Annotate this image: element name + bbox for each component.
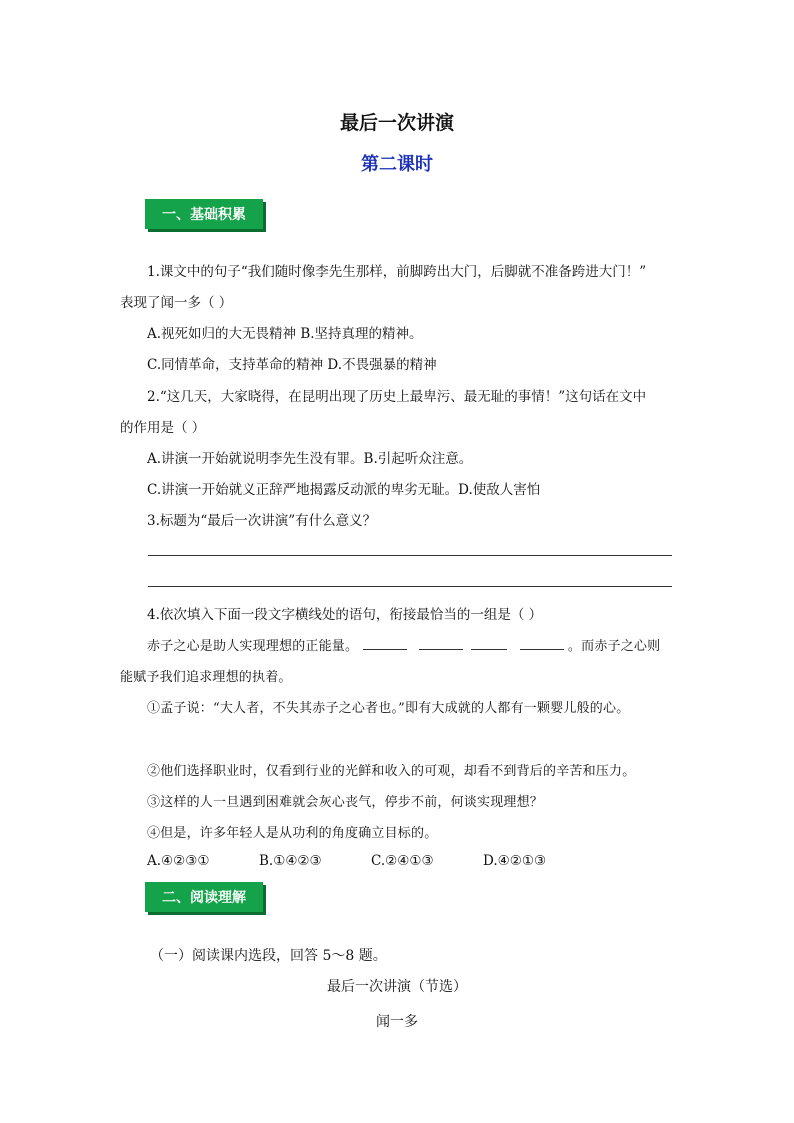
passage-text: 赤子之心是助人实现理想的正能量。 (147, 639, 359, 654)
question-2-line-1: 2.“这几天，大家晓得，在昆明出现了历史上最卑污、最无耻的事情！”这句话在文中 (147, 389, 647, 405)
question-4: 4.依次填入下面一段文字横线处的语句，衔接最恰当的一组是（ ） (147, 607, 543, 623)
reading-title: 最后一次讲演（节选） (327, 979, 467, 995)
section-heading-reading: 二、阅读理解 (145, 882, 263, 912)
question-4-passage-line-2: 能赋予我们追求理想的执着。 (120, 670, 292, 685)
question-4-passage-line-1 (147, 635, 660, 654)
question-4-option-a: A.④②③① (147, 853, 210, 869)
question-4-sentence-3: ③这样的人一旦遇到困难就会灰心丧气，停步不前，何谈实现理想？ (147, 795, 544, 810)
answer-line (148, 555, 672, 556)
question-4-option-d: D.④②①③ (483, 853, 547, 869)
question-4-sentence-4: ④但是，许多年轻人是从功利的角度确立目标的。 (147, 826, 438, 841)
question-1-options-ab: A.视死如归的大无畏精神 B.坚持真理的精神。 (147, 326, 423, 342)
question-1-options-cd: C.同情革命，支持革命的精神 D.不畏强暴的精神 (147, 357, 437, 373)
question-3: 3.标题为“最后一次讲演”有什么意义？ (147, 513, 377, 529)
question-1-line-1: 1.课文中的句子“我们随时像李先生那样，前脚跨出大门，后脚就不准备跨进大门！” (147, 264, 647, 280)
fill-blank (419, 639, 463, 650)
question-4-option-b: B.①④②③ (259, 853, 322, 869)
fill-blank (363, 639, 407, 650)
question-4-sentence-2: ②他们选择职业时，仅看到行业的光鲜和收入的可观，却看不到背后的辛苦和压力。 (147, 764, 636, 779)
question-2-options-cd: C.讲演一开始就义正辞严地揭露反动派的卑劣无耻。D.使敌人害怕 (147, 482, 541, 498)
page-subtitle: 第二课时 (361, 154, 433, 175)
question-2-line-2: 的作用是（ ） (120, 420, 206, 436)
question-2-options-ab: A.讲演一开始就说明李先生没有罪。B.引起听众注意。 (147, 451, 473, 467)
passage-text: 。而赤子之心则 (567, 639, 661, 654)
page-title: 最后一次讲演 (339, 112, 454, 134)
reading-author: 闻一多 (376, 1014, 418, 1030)
section-heading-basics: 一、基础积累 (145, 199, 263, 229)
fill-blank (520, 639, 564, 650)
reading-intro: （一）阅读课内选段，回答 5～8 题。 (150, 948, 387, 964)
question-1-line-2: 表现了闻一多（ ） (120, 295, 233, 311)
question-4-sentence-1: ①孟子说：“大人者，不失其赤子之心者也。”即有大成就的人都有一颗婴儿般的心。 (147, 701, 630, 716)
answer-line (148, 586, 672, 587)
fill-blank (471, 639, 507, 650)
question-4-option-c: C.②④①③ (371, 853, 434, 869)
